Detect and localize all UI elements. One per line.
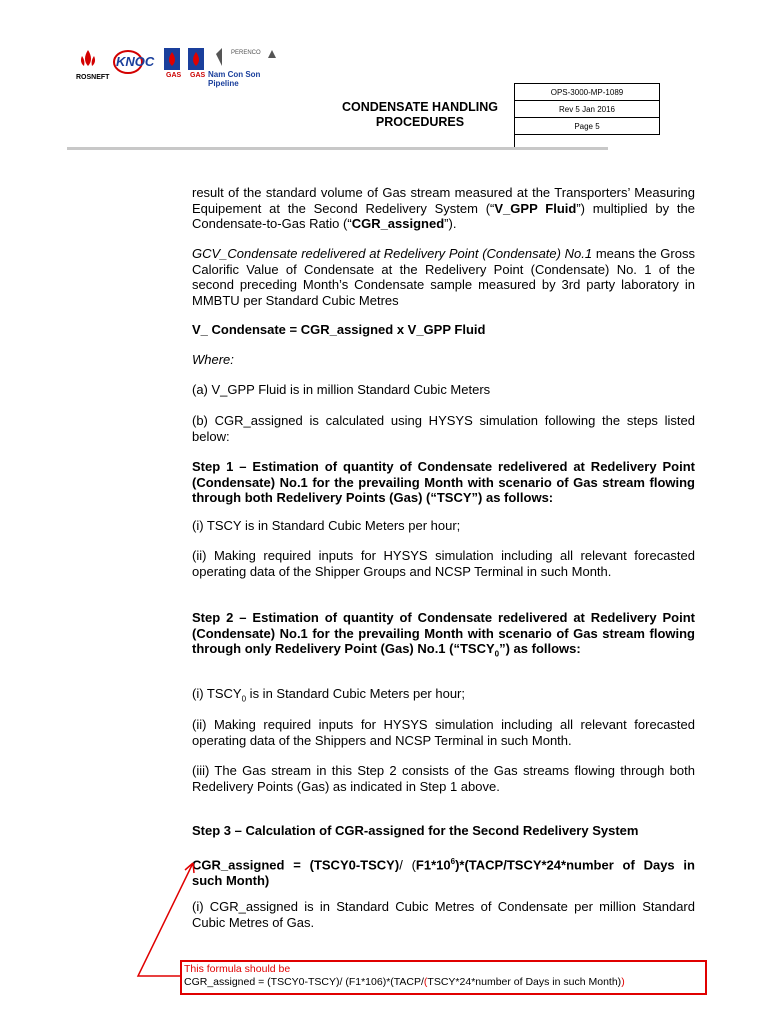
correction-note xyxy=(180,960,707,995)
step-3-heading: Step 3 – Calculation of CGR-assigned for the Second Redelivery System xyxy=(192,823,639,838)
formula2-superscript: 6 xyxy=(450,857,456,866)
item-b: (b) CGR_assigned is calculated using HYSYS simulation following the steps listed below: xyxy=(192,413,695,444)
header-rule xyxy=(67,147,608,150)
step-2-item-ii: (ii) Making required inputs for HYSYS simulation including all relevant forecasted operating data of the Shippers and NCSP Terminal in such Month. xyxy=(192,717,695,748)
doc-number: OPS-3000-MP-1089 xyxy=(515,84,660,101)
p2-definition: means the Gross Calorific Value of Condensate at the Redelivery Point (Condensate) No. 1 of the second preceding Month’s Condensate sample measured by 3rd party laboratory in MMBTU per Standard Cubic Metres xyxy=(192,246,695,308)
p1-v-gpp-fluid: V_GPP Fluid xyxy=(494,200,577,216)
formula-v-condensate: V_ Condensate = CGR_assigned x V_GPP Fluid xyxy=(192,322,486,337)
step-2-subscript: 0 xyxy=(494,649,500,659)
formula-cgr-assigned xyxy=(192,854,695,888)
document-title xyxy=(330,100,510,130)
revision: Rev 5 Jan 2016 xyxy=(515,101,660,118)
p1-text-e: ”). xyxy=(444,216,457,231)
note-line-1: This formula should be xyxy=(184,963,291,975)
note-line2-b: ( xyxy=(423,976,428,988)
page-number: Page 5 xyxy=(515,118,660,135)
item-a: (a) V_GPP Fluid is in million Standard Cubic Meters xyxy=(192,382,491,397)
formula2-text-b: / ( xyxy=(399,857,416,873)
rosneft-logo-text: ROSNEFT xyxy=(76,74,110,81)
company-logos xyxy=(76,44,286,88)
note-line2-c: TSCY*24*number of Days in such Month) xyxy=(427,976,622,988)
step-1-heading: Step 1 – Estimation of quantity of Condensate redelivered at Redelivery Point (Condensate) No.1 for the prevailing Month with scenario of Gas stream flowing through both Redelivery Points (Gas) (“TSCY”) as follows: xyxy=(192,459,695,505)
perenco-logo-text: PERENCO xyxy=(231,50,261,56)
s2-i-subscript: 0 xyxy=(241,694,247,704)
s2-i-text-a: (i) TSCY xyxy=(192,686,242,701)
step-2-heading xyxy=(192,610,695,662)
header-divider-tick xyxy=(514,135,515,147)
paragraph-standard-volume xyxy=(192,185,695,232)
formula2-text-d: )*(TACP/TSCY*24*number of Days in such Month) xyxy=(192,857,695,888)
formula2-text-c: F1*10 xyxy=(415,857,451,873)
ncsp-logo-text: Nam Con Son Pipeline xyxy=(208,70,261,88)
knoc-logo-text: KNOC xyxy=(116,54,155,69)
step-3-item-i: (i) CGR_assigned is in Standard Cubic Metres of Condensate per million Standard Cubic Metres of Gas. xyxy=(192,899,695,930)
paragraph-gcv-definition xyxy=(192,246,695,308)
step-2-item-iii: (iii) The Gas stream in this Step 2 consists of the Gas streams flowing through both Redelivery Points (Gas) as indicated in Step 1 above. xyxy=(192,763,695,794)
step-1-item-ii: (ii) Making required inputs for HYSYS simulation including all relevant forecasted operating data of the Shipper Groups and NCSP Terminal in such Month. xyxy=(192,548,695,579)
note-line2-a: CGR_assigned = (TSCY0-TSCY)/ (F1*106)*(TACP/ xyxy=(184,976,424,988)
p2-term: GCV_Condensate redelivered at Redelivery Point (Condensate) No.1 xyxy=(192,246,593,261)
p1-text-c: ”) multiplied by the Condensate-to-Gas Ratio (“ xyxy=(192,200,695,231)
where-label: Where: xyxy=(192,352,234,367)
document-reference-table xyxy=(514,83,660,135)
gas-logo-text-2: GAS xyxy=(190,72,206,79)
title-line-2: PROCEDURES xyxy=(375,115,465,129)
note-line-2 xyxy=(184,976,703,989)
step-1-item-i: (i) TSCY is in Standard Cubic Meters per hour; xyxy=(192,518,461,533)
gas-logo-text-1: GAS xyxy=(166,72,182,79)
p1-text-a: result of the standard volume of Gas stream measured at the Transporters’ Measuring Equipement at the Second Redelivery System (“ xyxy=(192,185,695,216)
p1-cgr-assigned: CGR_assigned xyxy=(351,216,445,231)
title-line-1: CONDENSATE HANDLING xyxy=(341,100,499,114)
step-2-text-b: ”) as follows: xyxy=(499,641,581,656)
s2-i-text-b: is in Standard Cubic Meters per hour; xyxy=(246,686,465,701)
step-2-item-i xyxy=(192,686,695,707)
note-line2-d: ) xyxy=(621,976,625,988)
step-2-text-a: Step 2 – Estimation of quantity of Condensate redelivered at Redelivery Point (Condensate) No.1 for the prevailing Month with scenario of Gas stream flowing through only Redelivery Point (Gas) No.1 (“TSCY xyxy=(192,610,695,656)
formula2-text-a: CGR_assigned = (TSCY0-TSCY) xyxy=(192,857,400,873)
